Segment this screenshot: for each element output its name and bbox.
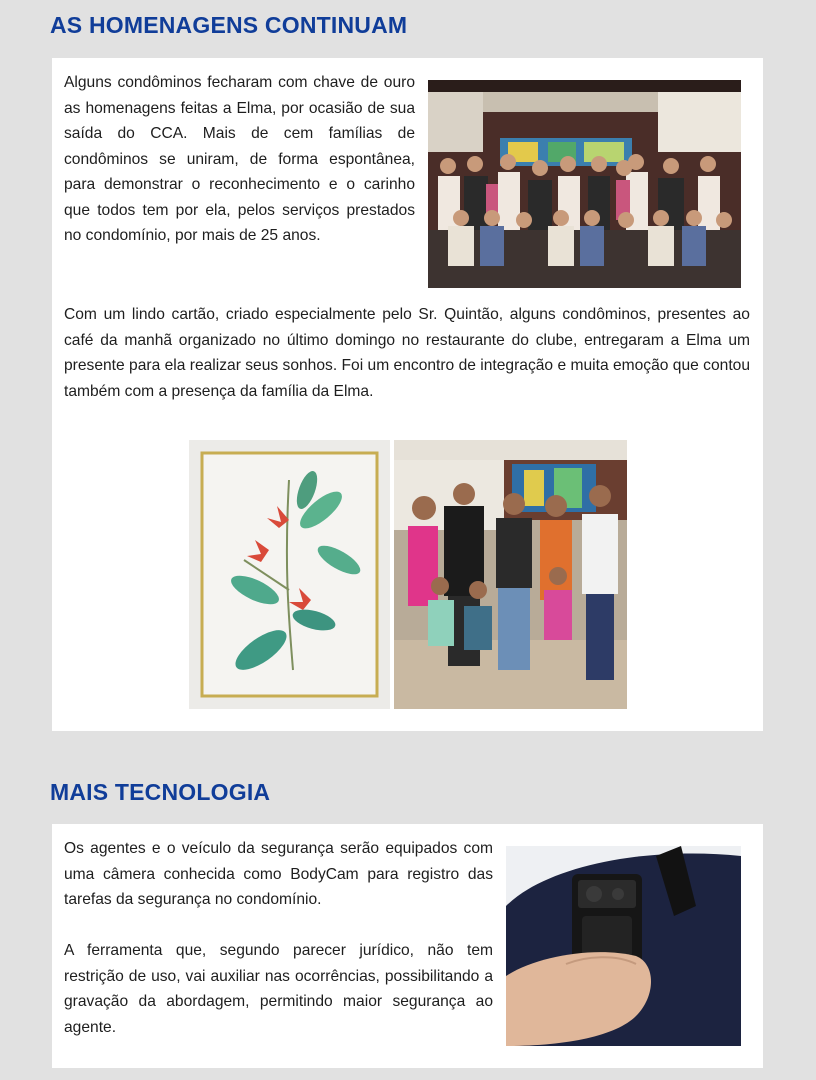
bodycam-photo xyxy=(506,846,741,1046)
flower-card-photo xyxy=(189,440,390,709)
section-title-tecnologia: MAIS TECNOLOGIA xyxy=(50,779,271,805)
tecnologia-paragraph-1: Os agentes e o veículo da segurança serão equipados com uma câmera conhecida como BodyCam para registro das tarefas da segurança no condomínio. xyxy=(64,840,493,908)
group-photo xyxy=(428,80,741,288)
family-photo xyxy=(394,440,627,709)
tecnologia-paragraph-2: A ferramenta que, segundo parecer jurídico, não tem restrição de uso, vai auxiliar nas ocorrências, possibilitando a gravação da abordagem, permitindo maior segurança ao agente. xyxy=(64,942,493,1036)
section-title-homenagens: AS HOMENAGENS CONTINUAM xyxy=(50,12,408,38)
homenagens-card xyxy=(52,58,763,731)
tecnologia-card xyxy=(52,824,763,1068)
homenagens-paragraph-1: Alguns condôminos fecharam com chave de ouro as homenagens feitas a Elma, por ocasião de sua saída do CCA. Mais de cem famílias de condôminos se uniram, de forma espontânea, para demonstrar o reconhecimento e o carinho que todos tem por ela, pelos serviços prestados no condomínio, por mais de 25 anos. xyxy=(64,74,415,244)
homenagens-paragraph-2: Com um lindo cartão, criado especialmente pelo Sr. Quintão, alguns condôminos, presentes ao café da manhã organizado no último domingo no restaurante do clube, entregaram a Elma um presente para ela realizar seus sonhos. Foi um encontro de integração e muita emoção que contou também com a presença da família da Elma. xyxy=(64,306,750,400)
